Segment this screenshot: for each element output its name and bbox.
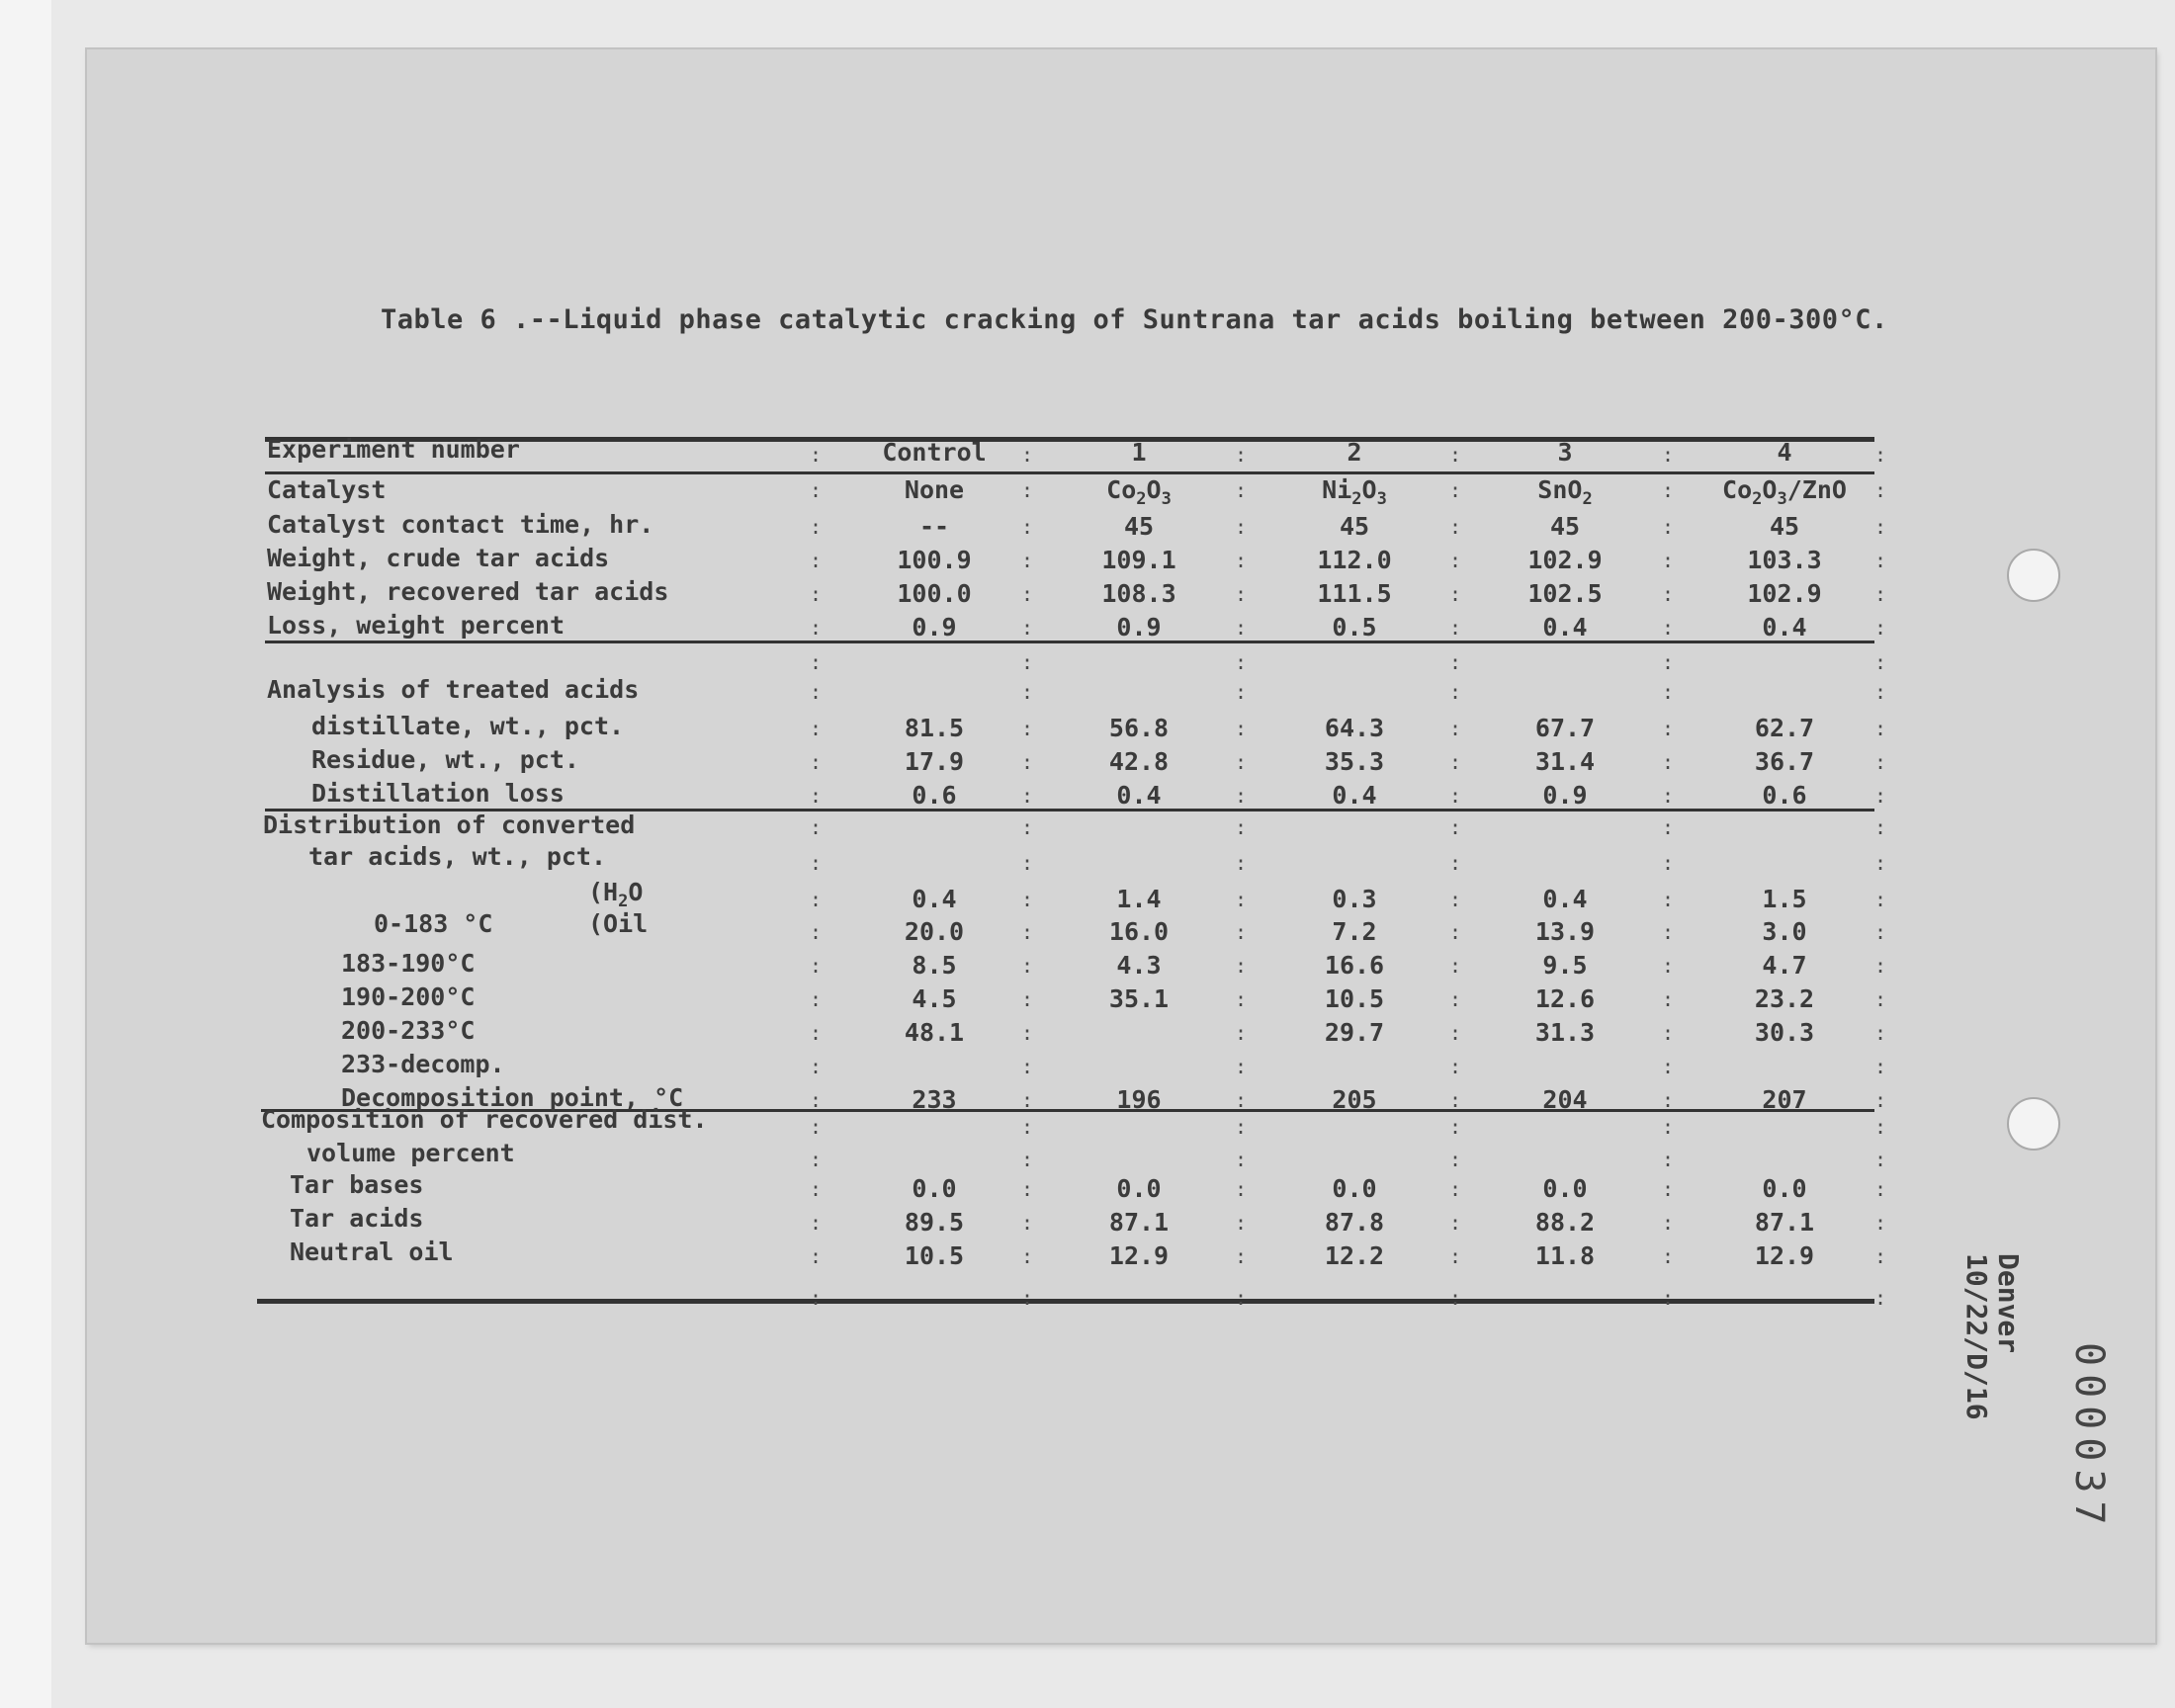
row-a-3-cell-0: 0.9: [912, 613, 957, 641]
analysis-row-1-separator-0: :: [809, 750, 823, 774]
distribution-row-2-separator-2: :: [1234, 954, 1248, 978]
row-a-3-cell-2: 0.5: [1332, 613, 1377, 641]
row-a-1-separator-2: :: [1234, 549, 1248, 572]
distribution-row-2-cell-1: 4.3: [1116, 951, 1162, 980]
analysis-row-2-cell-3: 0.9: [1542, 781, 1588, 810]
analysis-row-1-separator-3: :: [1448, 750, 1462, 774]
row-a-1-cell-4: 103.3: [1747, 546, 1822, 574]
distribution-heading-row-1-separator-2: :: [1234, 815, 1248, 839]
catalyst-row-separator-1: :: [1020, 478, 1034, 502]
row-a-3-separator-1: :: [1020, 616, 1034, 640]
composition-row-1-separator-3: :: [1448, 1211, 1462, 1235]
composition-row-label-0: Tar bases: [290, 1170, 424, 1199]
row-a-3-separator-2: :: [1234, 616, 1248, 640]
catalyst-formula-1: $Co_2O_3$: [1106, 475, 1172, 509]
distribution-row-4-separator-4: :: [1661, 1021, 1675, 1045]
catalyst-formula-2: $Ni_2O_3$: [1322, 475, 1387, 509]
row-a-1-separator-3: :: [1448, 549, 1462, 572]
punch-hole-bottom: [2007, 1097, 2060, 1151]
blank-bottom-row-separator-0: :: [809, 1286, 823, 1310]
row-a-3-separator-0: :: [809, 616, 823, 640]
row-a-0-cell-2: 45: [1339, 512, 1370, 541]
distribution-row-4-separator-3: :: [1448, 1021, 1462, 1045]
distribution-row-6-separator-0: :: [809, 1088, 823, 1112]
composition-row-1-separator-2: :: [1234, 1211, 1248, 1235]
composition-row-1-cell-0: 89.5: [904, 1208, 965, 1237]
analysis-row-0-cell-1: 56.8: [1108, 714, 1170, 742]
row-a-2-cell-1: 108.3: [1101, 579, 1176, 608]
analysis-row-2-separator-1: :: [1020, 784, 1034, 808]
distribution-row-4-separator-5: :: [1873, 1021, 1887, 1045]
stamp-denver: Denver: [1992, 1253, 2025, 1354]
analysis-heading-row-separator-4: :: [1661, 680, 1675, 704]
distribution-row-5-separator-4: :: [1661, 1055, 1675, 1078]
composition-row-0-cell-0: 0.0: [912, 1174, 957, 1203]
analysis-row-2-separator-3: :: [1448, 784, 1462, 808]
distribution-row-6-separator-3: :: [1448, 1088, 1462, 1112]
distribution-row-1-separator-0: :: [809, 920, 823, 944]
distribution-row-3-separator-3: :: [1448, 987, 1462, 1011]
distribution-row-0-cell-3: 0.4: [1542, 885, 1588, 913]
analysis-row-label-0: distillate, wt., pct.: [311, 712, 625, 740]
row-a-2-cell-2: 111.5: [1317, 579, 1392, 608]
column-header-1: 1: [1131, 438, 1147, 467]
composition-row-2-cell-0: 10.5: [904, 1241, 965, 1270]
composition-row-2-separator-0: :: [809, 1244, 823, 1268]
distribution-row-3-cell-1: 35.1: [1108, 984, 1170, 1013]
blank-bottom-row-separator-1: :: [1020, 1286, 1034, 1310]
row-a-1-separator-1: :: [1020, 549, 1034, 572]
analysis-row-1-cell-3: 31.4: [1534, 747, 1596, 776]
blank-row-separator-0: :: [809, 650, 823, 674]
composition-row-2-separator-3: :: [1448, 1244, 1462, 1268]
composition-row-2-cell-3: 11.8: [1534, 1241, 1596, 1270]
composition-heading-row-1-separator-1: :: [1020, 1115, 1034, 1139]
distribution-row-6-separator-4: :: [1661, 1088, 1675, 1112]
header-experiment-number: Experiment number: [267, 435, 520, 464]
composition-row-0-cell-4: 0.0: [1762, 1174, 1807, 1203]
distribution-row-1-cell-0: 20.0: [904, 917, 965, 946]
distribution-heading-row-1-separator-1: :: [1020, 815, 1034, 839]
analysis-row-1-separator-5: :: [1873, 750, 1887, 774]
distribution-row-6-cell-1: 196: [1116, 1085, 1162, 1114]
distribution-row-6-cell-0: 233: [912, 1085, 957, 1114]
row-a-2-separator-0: :: [809, 582, 823, 606]
column-header-2: 2: [1347, 438, 1362, 467]
composition-heading-row-1-separator-4: :: [1661, 1115, 1675, 1139]
distribution-row-1-separator-4: :: [1661, 920, 1675, 944]
analysis-row-2-cell-2: 0.4: [1332, 781, 1377, 810]
blank-row-separator-5: :: [1873, 650, 1887, 674]
row-a-0-cell-0: --: [918, 512, 950, 541]
scanner-margin: [0, 0, 51, 1708]
catalyst-label: Catalyst: [267, 475, 387, 504]
analysis-row-2-separator-4: :: [1661, 784, 1675, 808]
blank-bottom-row-separator-5: :: [1873, 1286, 1887, 1310]
row-a-0-separator-5: :: [1873, 515, 1887, 539]
distribution-row-5-separator-2: :: [1234, 1055, 1248, 1078]
analysis-row-0-cell-4: 62.7: [1754, 714, 1815, 742]
composition-row-0-separator-1: :: [1020, 1177, 1034, 1201]
distribution-row-0-separator-4: :: [1661, 888, 1675, 911]
row-a-3-separator-4: :: [1661, 616, 1675, 640]
analysis-row-label-2: Distillation loss: [311, 779, 565, 808]
oil-label: (Oil: [588, 909, 649, 938]
analysis-heading-row-separator-2: :: [1234, 680, 1248, 704]
row-a-3-separator-5: :: [1873, 616, 1887, 640]
composition-heading-2: volume percent: [306, 1139, 515, 1167]
analysis-row-1-cell-4: 36.7: [1754, 747, 1815, 776]
distribution-row-3-separator-5: :: [1873, 987, 1887, 1011]
catalyst-row-separator-3: :: [1448, 478, 1462, 502]
header-row-separator-5: :: [1873, 443, 1887, 467]
composition-heading-row-1-separator-5: :: [1873, 1115, 1887, 1139]
blank-row-separator-2: :: [1234, 650, 1248, 674]
row-a-2-cell-3: 102.5: [1527, 579, 1603, 608]
distribution-row-4-separator-1: :: [1020, 1021, 1034, 1045]
distribution-row-6-separator-5: :: [1873, 1088, 1887, 1112]
row-a-3-cell-4: 0.4: [1762, 613, 1807, 641]
distribution-row-1-cell-3: 13.9: [1534, 917, 1596, 946]
distribution-row-0-cell-1: 1.4: [1116, 885, 1162, 913]
distribution-row-3-cell-0: 4.5: [912, 984, 957, 1013]
distribution-row-5-separator-3: :: [1448, 1055, 1462, 1078]
catalyst-formula-3: SnO$_2$: [1537, 475, 1593, 509]
distribution-row-5-separator-1: :: [1020, 1055, 1034, 1078]
distribution-row-1-separator-5: :: [1873, 920, 1887, 944]
composition-row-0-separator-0: :: [809, 1177, 823, 1201]
analysis-heading: Analysis of treated acids: [267, 675, 640, 704]
column-header-3: 3: [1557, 438, 1573, 467]
composition-heading-row-1-separator-3: :: [1448, 1115, 1462, 1139]
distribution-row-6-cell-3: 204: [1542, 1085, 1588, 1114]
row-a-2-separator-4: :: [1661, 582, 1675, 606]
distribution-row-4-separator-2: :: [1234, 1021, 1248, 1045]
column-header-4: 4: [1777, 438, 1792, 467]
row-a-3-separator-3: :: [1448, 616, 1462, 640]
distribution-heading-row-2-separator-5: :: [1873, 851, 1887, 875]
distribution-row-0-separator-5: :: [1873, 888, 1887, 911]
composition-row-0-separator-5: :: [1873, 1177, 1887, 1201]
composition-row-1-separator-4: :: [1661, 1211, 1675, 1235]
distribution-row-0-separator-2: :: [1234, 888, 1248, 911]
distribution-row-2-cell-0: 8.5: [912, 951, 957, 980]
distribution-row-3-cell-3: 12.6: [1534, 984, 1596, 1013]
analysis-heading-row-separator-3: :: [1448, 680, 1462, 704]
stamp-document-number: 000037: [2066, 1342, 2112, 1533]
composition-row-1-separator-5: :: [1873, 1211, 1887, 1235]
analysis-row-0-separator-4: :: [1661, 717, 1675, 740]
analysis-row-2-separator-0: :: [809, 784, 823, 808]
distribution-heading-row-2-separator-2: :: [1234, 851, 1248, 875]
row-a-1-separator-4: :: [1661, 549, 1675, 572]
distribution-heading-row-2-separator-4: :: [1661, 851, 1675, 875]
row-a-2-cell-4: 102.9: [1747, 579, 1822, 608]
distribution-row-2-separator-5: :: [1873, 954, 1887, 978]
punch-hole-top: [2007, 549, 2060, 602]
row-a-2-separator-2: :: [1234, 582, 1248, 606]
h2o-label: ($H_2O$: [588, 878, 644, 911]
distribution-row-2-cell-2: 16.6: [1324, 951, 1385, 980]
distribution-row-3-cell-4: 23.2: [1754, 984, 1815, 1013]
composition-row-0-cell-3: 0.0: [1542, 1174, 1588, 1203]
analysis-row-1-separator-2: :: [1234, 750, 1248, 774]
row-a-0-separator-3: :: [1448, 515, 1462, 539]
composition-row-1-cell-3: 88.2: [1534, 1208, 1596, 1237]
header-row-separator-0: :: [809, 443, 823, 467]
catalyst-row-separator-2: :: [1234, 478, 1248, 502]
distribution-heading-1: Distribution of converted: [263, 811, 636, 839]
distribution-row-1-separator-3: :: [1448, 920, 1462, 944]
catalyst-control: None: [904, 475, 965, 504]
blank-bottom-row-separator-3: :: [1448, 1286, 1462, 1310]
analysis-row-0-cell-0: 81.5: [904, 714, 965, 742]
analysis-row-1-separator-1: :: [1020, 750, 1034, 774]
composition-heading-row-2-separator-1: :: [1020, 1148, 1034, 1171]
distribution-row-label-2: 183-190°C: [341, 949, 476, 978]
composition-row-2-cell-2: 12.2: [1324, 1241, 1385, 1270]
distribution-row-0-separator-3: :: [1448, 888, 1462, 911]
distribution-row-4-cell-4: 30.3: [1754, 1018, 1815, 1047]
catalyst-row-separator-4: :: [1661, 478, 1675, 502]
row-a-1-cell-2: 112.0: [1317, 546, 1392, 574]
composition-row-2-separator-4: :: [1661, 1244, 1675, 1268]
distribution-row-6-cell-4: 207: [1762, 1085, 1807, 1114]
composition-row-0-separator-4: :: [1661, 1177, 1675, 1201]
distribution-row-5-separator-5: :: [1873, 1055, 1887, 1078]
analysis-row-1-cell-1: 42.8: [1108, 747, 1170, 776]
row-a-2-cell-0: 100.0: [897, 579, 972, 608]
distribution-row-1-cell-1: 16.0: [1108, 917, 1170, 946]
distribution-row-4-cell-3: 31.3: [1534, 1018, 1596, 1047]
row-a-0-cell-3: 45: [1549, 512, 1581, 541]
row-a-0-separator-2: :: [1234, 515, 1248, 539]
row-a-1-cell-3: 102.9: [1527, 546, 1603, 574]
distribution-row-6-separator-2: :: [1234, 1088, 1248, 1112]
distribution-row-2-separator-0: :: [809, 954, 823, 978]
distribution-row-label-5: 233-decomp.: [341, 1050, 505, 1078]
row-a-0-separator-1: :: [1020, 515, 1034, 539]
row-a-1-separator-5: :: [1873, 549, 1887, 572]
analysis-heading-row-separator-0: :: [809, 680, 823, 704]
distribution-row-3-cell-2: 10.5: [1324, 984, 1385, 1013]
row-a-2-separator-3: :: [1448, 582, 1462, 606]
catalyst-row-separator-5: :: [1873, 478, 1887, 502]
distribution-row-4-cell-2: 29.7: [1324, 1018, 1385, 1047]
row-label-0: Catalyst contact time, hr.: [267, 510, 654, 539]
analysis-row-0-cell-2: 64.3: [1324, 714, 1385, 742]
distribution-row-6-cell-2: 205: [1332, 1085, 1377, 1114]
analysis-row-2-cell-1: 0.4: [1116, 781, 1162, 810]
composition-row-1-cell-2: 87.8: [1324, 1208, 1385, 1237]
distribution-heading-row-2-separator-1: :: [1020, 851, 1034, 875]
blank-row-separator-1: :: [1020, 650, 1034, 674]
row-a-0-separator-0: :: [809, 515, 823, 539]
analysis-heading-row-separator-5: :: [1873, 680, 1887, 704]
distribution-row-1-cell-4: 3.0: [1762, 917, 1807, 946]
distribution-heading-row-1-separator-4: :: [1661, 815, 1675, 839]
distribution-row-0-separator-1: :: [1020, 888, 1034, 911]
analysis-row-1-cell-2: 35.3: [1324, 747, 1385, 776]
row-a-0-cell-4: 45: [1769, 512, 1800, 541]
distribution-row-3-separator-2: :: [1234, 987, 1248, 1011]
analysis-row-0-separator-3: :: [1448, 717, 1462, 740]
header-row-separator-1: :: [1020, 443, 1034, 467]
analysis-row-0-separator-5: :: [1873, 717, 1887, 740]
composition-row-2-separator-5: :: [1873, 1244, 1887, 1268]
analysis-row-0-cell-3: 67.7: [1534, 714, 1596, 742]
distribution-row-label-4: 200-233°C: [341, 1016, 476, 1045]
composition-heading-row-2-separator-4: :: [1661, 1148, 1675, 1171]
distribution-row-2-separator-4: :: [1661, 954, 1675, 978]
composition-heading-row-1-separator-2: :: [1234, 1115, 1248, 1139]
composition-row-2-separator-2: :: [1234, 1244, 1248, 1268]
distribution-row-label-3: 190-200°C: [341, 982, 476, 1011]
header-row-separator-3: :: [1448, 443, 1462, 467]
header-row-separator-4: :: [1661, 443, 1675, 467]
composition-row-0-cell-2: 0.0: [1332, 1174, 1377, 1203]
analysis-row-2-separator-2: :: [1234, 784, 1248, 808]
distribution-heading-row-1-separator-3: :: [1448, 815, 1462, 839]
distribution-row-2-separator-1: :: [1020, 954, 1034, 978]
analysis-row-1-cell-0: 17.9: [904, 747, 965, 776]
range-0-183-label: 0-183 °C: [374, 909, 493, 938]
composition-heading-row-2-separator-3: :: [1448, 1148, 1462, 1171]
composition-row-1-cell-4: 87.1: [1754, 1208, 1815, 1237]
analysis-row-2-cell-0: 0.6: [912, 781, 957, 810]
composition-row-2-cell-1: 12.9: [1108, 1241, 1170, 1270]
table-title: Table 6 .--Liquid phase catalytic cracking of Suntrana tar acids boiling between 200-300°C.: [381, 304, 1888, 335]
stamp-date-code: 10/22/D/16: [1960, 1253, 1993, 1420]
distribution-row-1-cell-2: 7.2: [1332, 917, 1377, 946]
composition-heading-row-2-separator-5: :: [1873, 1148, 1887, 1171]
row-a-0-separator-4: :: [1661, 515, 1675, 539]
row-a-1-cell-0: 100.9: [897, 546, 972, 574]
composition-row-0-separator-2: :: [1234, 1177, 1248, 1201]
distribution-row-1-separator-1: :: [1020, 920, 1034, 944]
row-label-3: Loss, weight percent: [267, 611, 566, 640]
row-a-0-cell-1: 45: [1123, 512, 1155, 541]
composition-row-2-separator-1: :: [1020, 1244, 1034, 1268]
distribution-row-4-separator-0: :: [809, 1021, 823, 1045]
composition-row-0-cell-1: 0.0: [1116, 1174, 1162, 1203]
distribution-row-3-separator-4: :: [1661, 987, 1675, 1011]
blank-row-separator-3: :: [1448, 650, 1462, 674]
composition-heading-row-2-separator-2: :: [1234, 1148, 1248, 1171]
composition-row-label-2: Neutral oil: [290, 1238, 454, 1266]
blank-row-separator-4: :: [1661, 650, 1675, 674]
distribution-row-1-separator-2: :: [1234, 920, 1248, 944]
row-label-1: Weight, crude tar acids: [267, 544, 610, 572]
distribution-row-0-cell-2: 0.3: [1332, 885, 1377, 913]
composition-row-1-cell-1: 87.1: [1108, 1208, 1170, 1237]
header-row-separator-2: :: [1234, 443, 1248, 467]
row-a-3-cell-1: 0.9: [1116, 613, 1162, 641]
blank-bottom-row-separator-4: :: [1661, 1286, 1675, 1310]
distribution-row-0-cell-0: 0.4: [912, 885, 957, 913]
column-header-0: Control: [882, 438, 987, 467]
analysis-row-2-separator-5: :: [1873, 784, 1887, 808]
rule-bottom: [257, 1299, 1874, 1304]
catalyst-row-separator-0: :: [809, 478, 823, 502]
composition-row-label-1: Tar acids: [290, 1204, 424, 1233]
distribution-row-2-separator-3: :: [1448, 954, 1462, 978]
composition-row-1-separator-0: :: [809, 1211, 823, 1235]
composition-heading-1: Composition of recovered dist.: [261, 1105, 708, 1134]
analysis-row-0-separator-1: :: [1020, 717, 1034, 740]
distribution-row-4-cell-0: 48.1: [904, 1018, 965, 1047]
rule-header: [265, 471, 1874, 474]
composition-row-0-separator-3: :: [1448, 1177, 1462, 1201]
distribution-row-3-separator-1: :: [1020, 987, 1034, 1011]
catalyst-formula-4: $Co_2O_3$/ZnO: [1722, 475, 1847, 509]
distribution-row-0-separator-0: :: [809, 888, 823, 911]
distribution-row-label-6: Decomposition point, °C: [341, 1083, 684, 1112]
distribution-heading-2: tar acids, wt., pct.: [308, 842, 607, 871]
row-a-1-separator-0: :: [809, 549, 823, 572]
analysis-row-2-cell-4: 0.6: [1762, 781, 1807, 810]
row-a-2-separator-5: :: [1873, 582, 1887, 606]
distribution-row-2-cell-3: 9.5: [1542, 951, 1588, 980]
row-a-1-cell-1: 109.1: [1101, 546, 1176, 574]
distribution-row-0-cell-4: 1.5: [1762, 885, 1807, 913]
row-a-3-cell-3: 0.4: [1542, 613, 1588, 641]
composition-heading-row-2-separator-0: :: [809, 1148, 823, 1171]
distribution-row-6-separator-1: :: [1020, 1088, 1034, 1112]
distribution-row-2-cell-4: 4.7: [1762, 951, 1807, 980]
composition-row-2-cell-4: 12.9: [1754, 1241, 1815, 1270]
distribution-heading-row-1-separator-0: :: [809, 815, 823, 839]
analysis-row-0-separator-2: :: [1234, 717, 1248, 740]
analysis-heading-row-separator-1: :: [1020, 680, 1034, 704]
distribution-row-3-separator-0: :: [809, 987, 823, 1011]
distribution-heading-row-2-separator-3: :: [1448, 851, 1462, 875]
composition-row-1-separator-1: :: [1020, 1211, 1034, 1235]
row-label-2: Weight, recovered tar acids: [267, 577, 669, 606]
distribution-row-5-separator-0: :: [809, 1055, 823, 1078]
analysis-row-0-separator-0: :: [809, 717, 823, 740]
composition-heading-row-1-separator-0: :: [809, 1115, 823, 1139]
row-a-2-separator-1: :: [1020, 582, 1034, 606]
analysis-row-label-1: Residue, wt., pct.: [311, 745, 579, 774]
analysis-row-1-separator-4: :: [1661, 750, 1675, 774]
distribution-heading-row-1-separator-5: :: [1873, 815, 1887, 839]
blank-bottom-row-separator-2: :: [1234, 1286, 1248, 1310]
distribution-heading-row-2-separator-0: :: [809, 851, 823, 875]
